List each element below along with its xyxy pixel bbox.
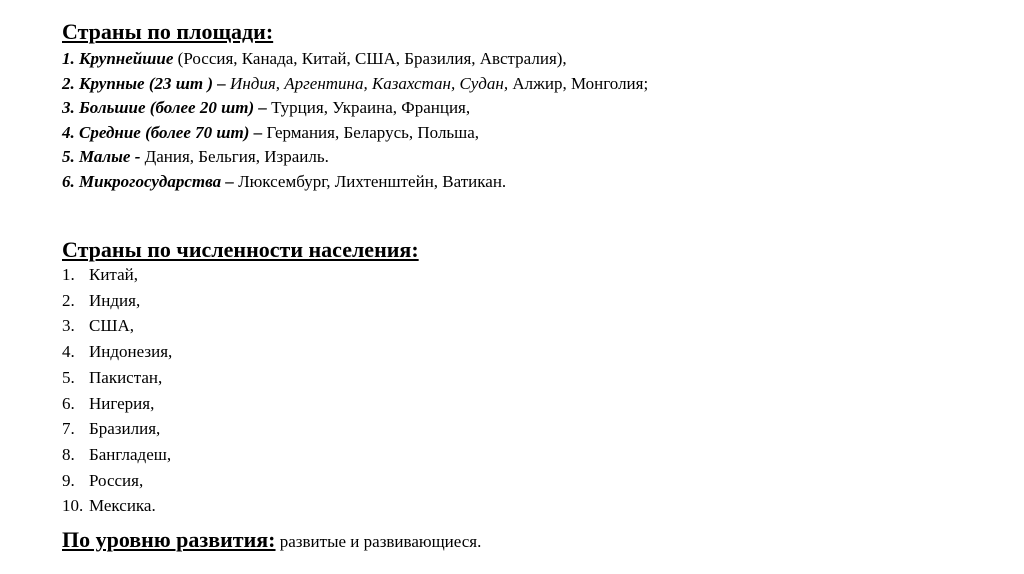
development-heading: По уровню развития: [62,527,276,552]
area-item-text: Дания, Бельгия, Израиль. [140,147,329,167]
development-section [62,528,1002,552]
population-item-number: 5. [62,367,75,387]
population-list [62,262,1002,519]
population-item-text: Россия, [89,470,144,490]
population-item-number: 3. [62,316,75,336]
area-item [62,96,1002,121]
population-item-number: 9. [62,470,75,490]
population-item-text: Индия, [89,290,141,310]
population-item-text: Индонезия, [89,342,173,362]
population-item-text: Бангладеш, [89,444,172,464]
area-item [62,121,1002,146]
population-item-number: 6. [62,393,75,413]
population-section [62,238,1002,519]
population-item-number: 10. [62,496,84,516]
area-item-category: 3. Большие (более 20 шт) – [62,98,267,118]
population-item [62,262,1002,288]
area-section [62,20,1002,195]
population-item-number: 4. [62,342,75,362]
population-item-text: Пакистан, [89,367,163,387]
population-item [62,391,1002,417]
area-item-category: 4. Средние (более 70 шт) – [62,122,263,142]
area-item-text: Германия, Беларусь, Польша, [262,122,480,142]
area-item-text: Люксембург, Лихтенштейн, Ватикан. [233,171,507,191]
area-item-text: Алжир, Монголия; [508,73,649,93]
population-item-text: США, [89,316,135,336]
area-item [62,47,1002,72]
area-item [62,72,1002,97]
population-item-number: 7. [62,419,75,439]
area-item-italic: Индия, Аргентина, Казахстан, Судан, [230,73,509,93]
development-text: развитые и развивающиеся. [275,532,482,551]
population-heading: Страны по численности населения: [62,237,419,262]
population-item-number: 1. [62,265,75,284]
area-item-category: 1. Крупнейшие [62,49,174,68]
population-item-text: Нигерия, [89,393,155,413]
population-item [62,442,1002,468]
area-item [62,170,1002,195]
population-item [62,365,1002,391]
population-item-text: Китай, [89,265,138,284]
population-item [62,313,1002,339]
area-item [62,145,1002,170]
population-item-number: 2. [62,290,75,310]
area-item-category: 6. Микрогосударства – [62,171,234,191]
population-item-number: 8. [62,444,75,464]
population-item [62,339,1002,365]
population-item [62,416,1002,442]
area-heading: Страны по площади: [62,19,274,44]
area-item-category: 2. Крупные (23 шт ) – [62,73,231,93]
area-list [62,47,1002,195]
population-item [62,493,1002,519]
area-item-text: (Россия, Канада, Китай, США, Бразилия, Австралия), [173,49,567,68]
population-item-text: Бразилия, [89,419,161,439]
population-item [62,288,1002,314]
population-item [62,468,1002,494]
population-item-text: Мексика. [89,496,156,516]
area-item-category: 5. Малые - [62,147,141,167]
area-item-text: Турция, Украина, Франция, [266,98,471,118]
